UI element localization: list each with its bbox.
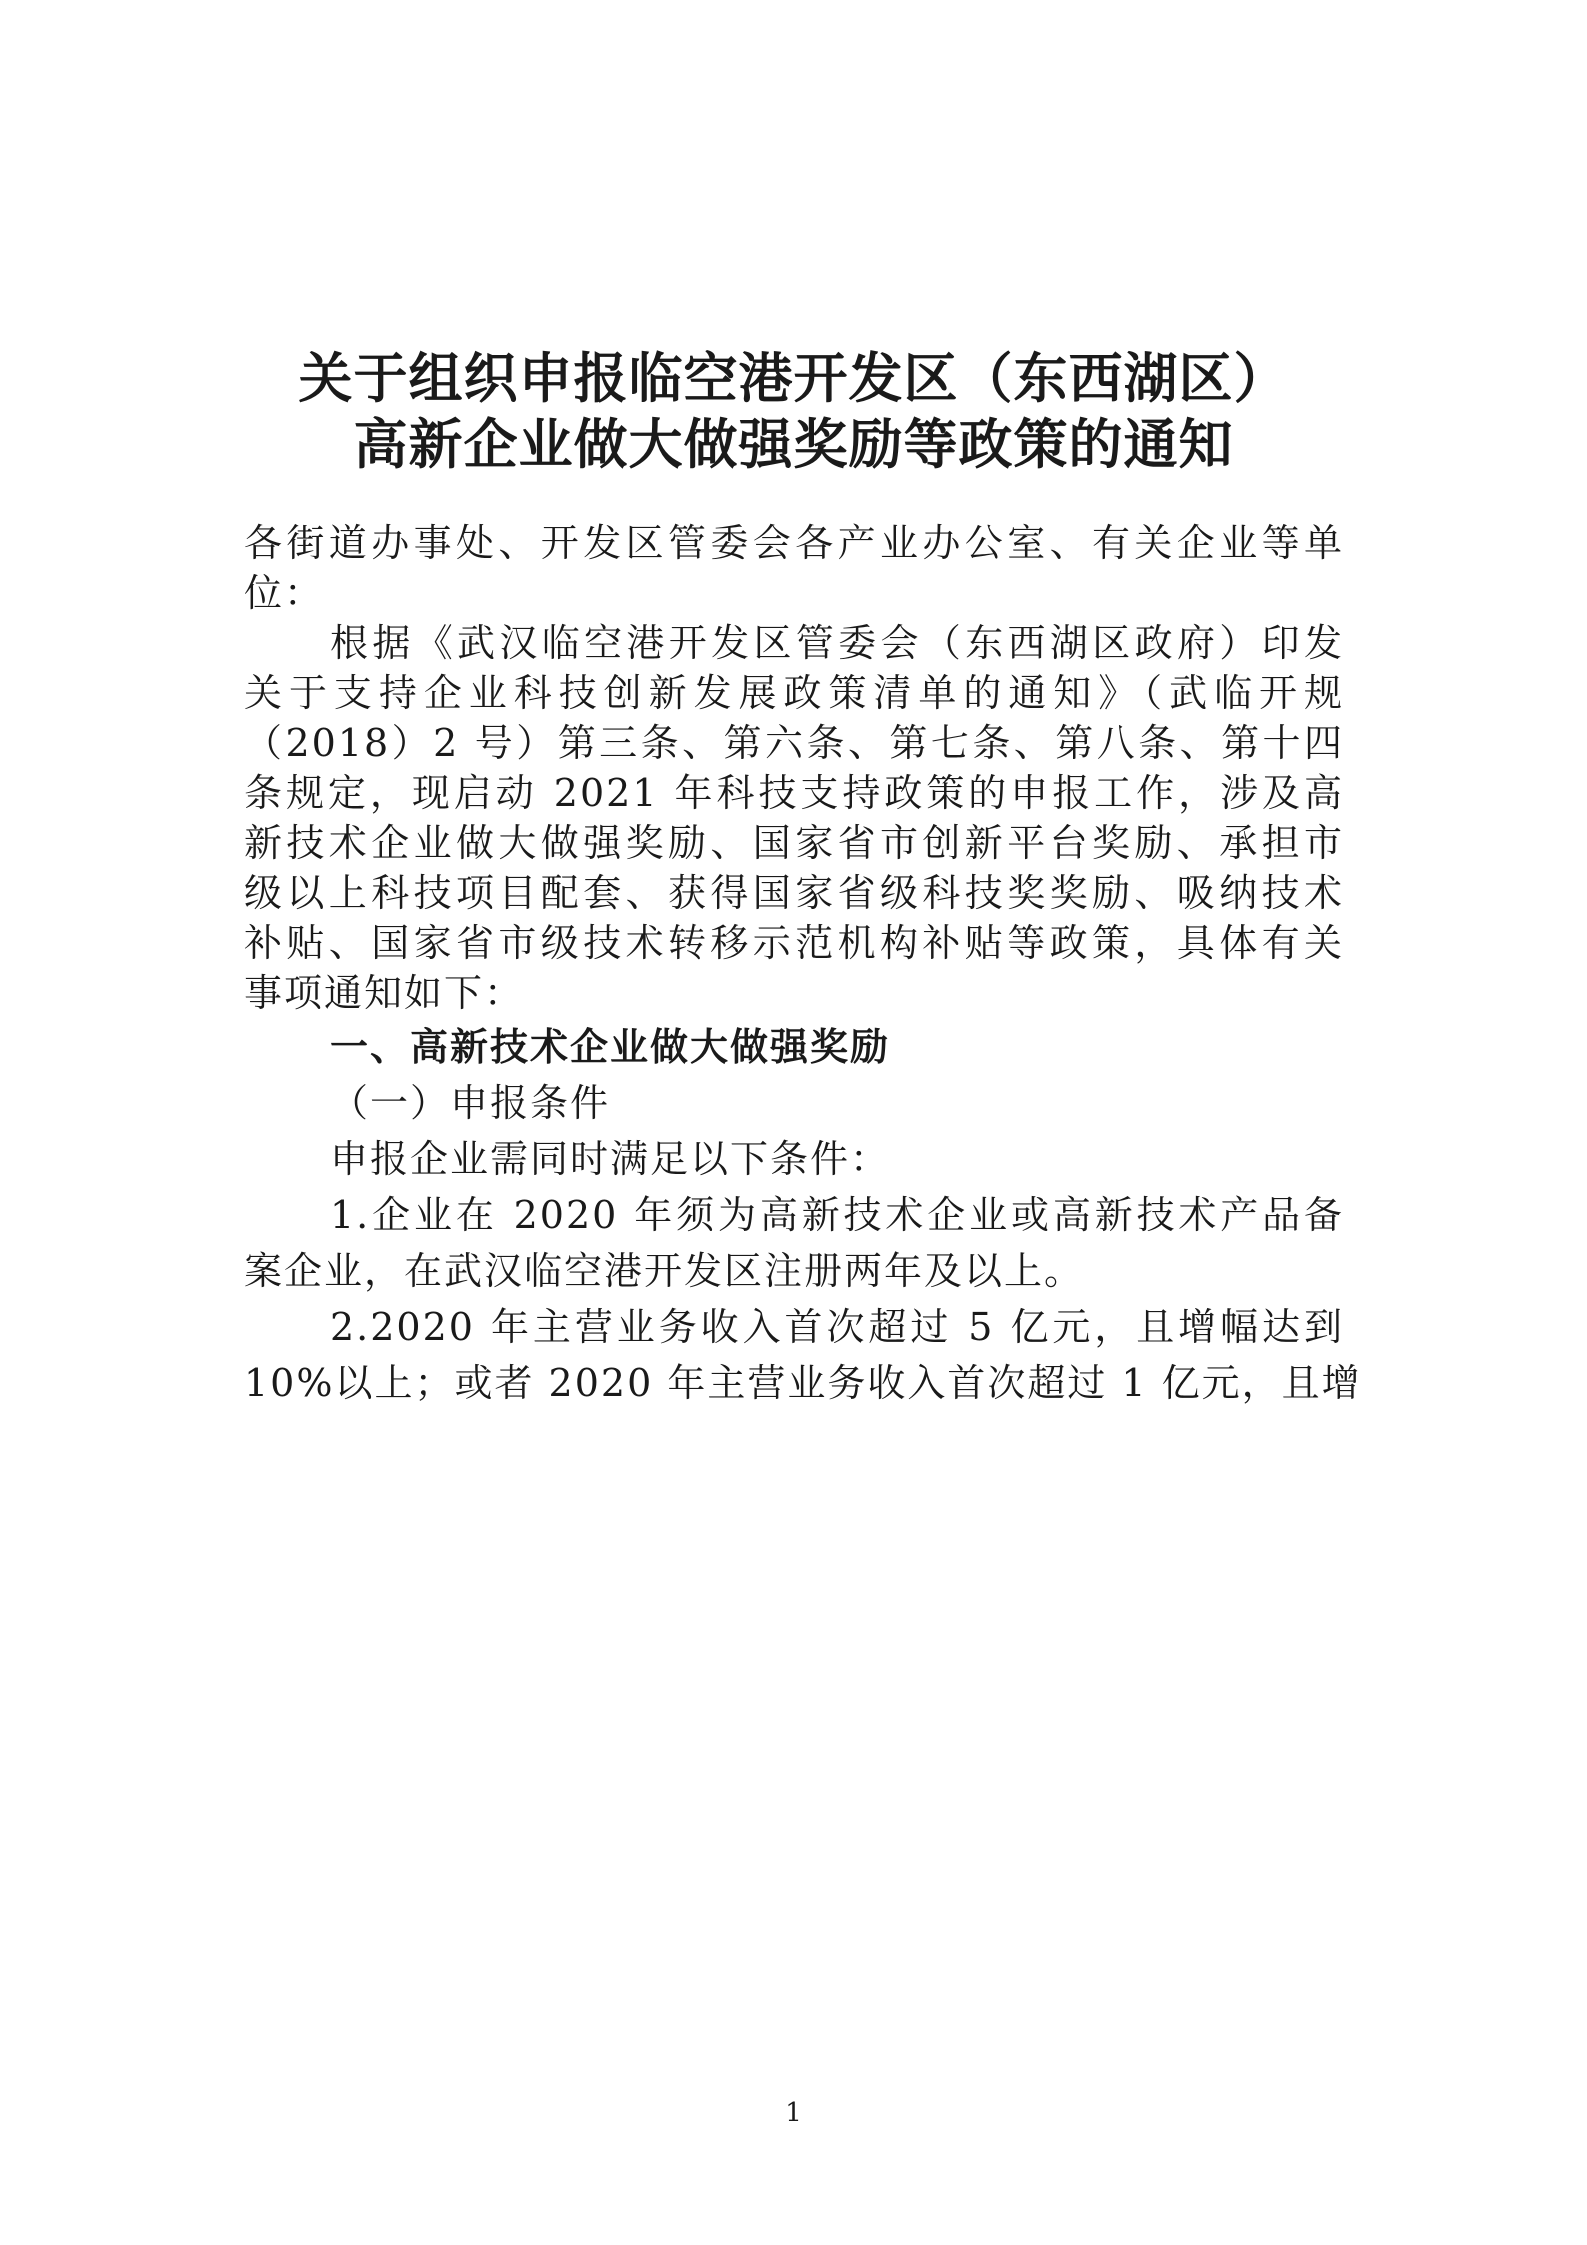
intro-line-5: 新技术企业做大做强奖励、国家省市创新平台奖励、承担市: [244, 821, 1344, 865]
intro-line-1: 根据《武汉临空港开发区管委会（东西湖区政府）印发: [330, 621, 1344, 665]
intro-line-7: 补贴、国家省市级技术转移示范机构补贴等政策，具体有关: [244, 921, 1344, 965]
document-title-line-2: 高新企业做大做强奖励等政策的通知: [353, 413, 1234, 476]
intro-line-6: 级以上科技项目配套、获得国家省级科技奖奖励、吸纳技术: [244, 871, 1344, 915]
conditions-intro: 申报企业需同时满足以下条件：: [330, 1137, 891, 1181]
condition-1-line-2: 案企业，在武汉临空港开发区注册两年及以上。: [244, 1249, 1085, 1293]
condition-2-line-1: 2.2020 年主营业务收入首次超过 5 亿元，且增幅达到: [330, 1305, 1344, 1349]
intro-line-2: 关于支持企业科技创新发展政策清单的通知》（武临开规: [244, 671, 1344, 715]
addressee-line-1: 各街道办事处、开发区管委会各产业办公室、有关企业等单: [244, 521, 1344, 565]
document-title-line-1: 关于组织申报临空港开发区（东西湖区）: [298, 347, 1289, 410]
intro-line-8: 事项通知如下：: [244, 971, 525, 1015]
section-1-heading: 一、高新技术企业做大做强奖励: [330, 1025, 891, 1069]
condition-2-line-2: 10%以上；或者 2020 年主营业务收入首次超过 1 亿元，且增: [244, 1361, 1362, 1405]
intro-line-4: 条规定，现启动 2021 年科技支持政策的申报工作，涉及高: [244, 771, 1344, 815]
condition-1-line-1: 1.企业在 2020 年须为高新技术企业或高新技术产品备: [330, 1193, 1344, 1237]
page-number: 1: [785, 2098, 802, 2128]
section-1-subheading: （一）申报条件: [330, 1081, 611, 1125]
addressee-line-2: 位：: [244, 571, 325, 615]
intro-line-3: （2018）2 号）第三条、第六条、第七条、第八条、第十四: [244, 721, 1344, 765]
